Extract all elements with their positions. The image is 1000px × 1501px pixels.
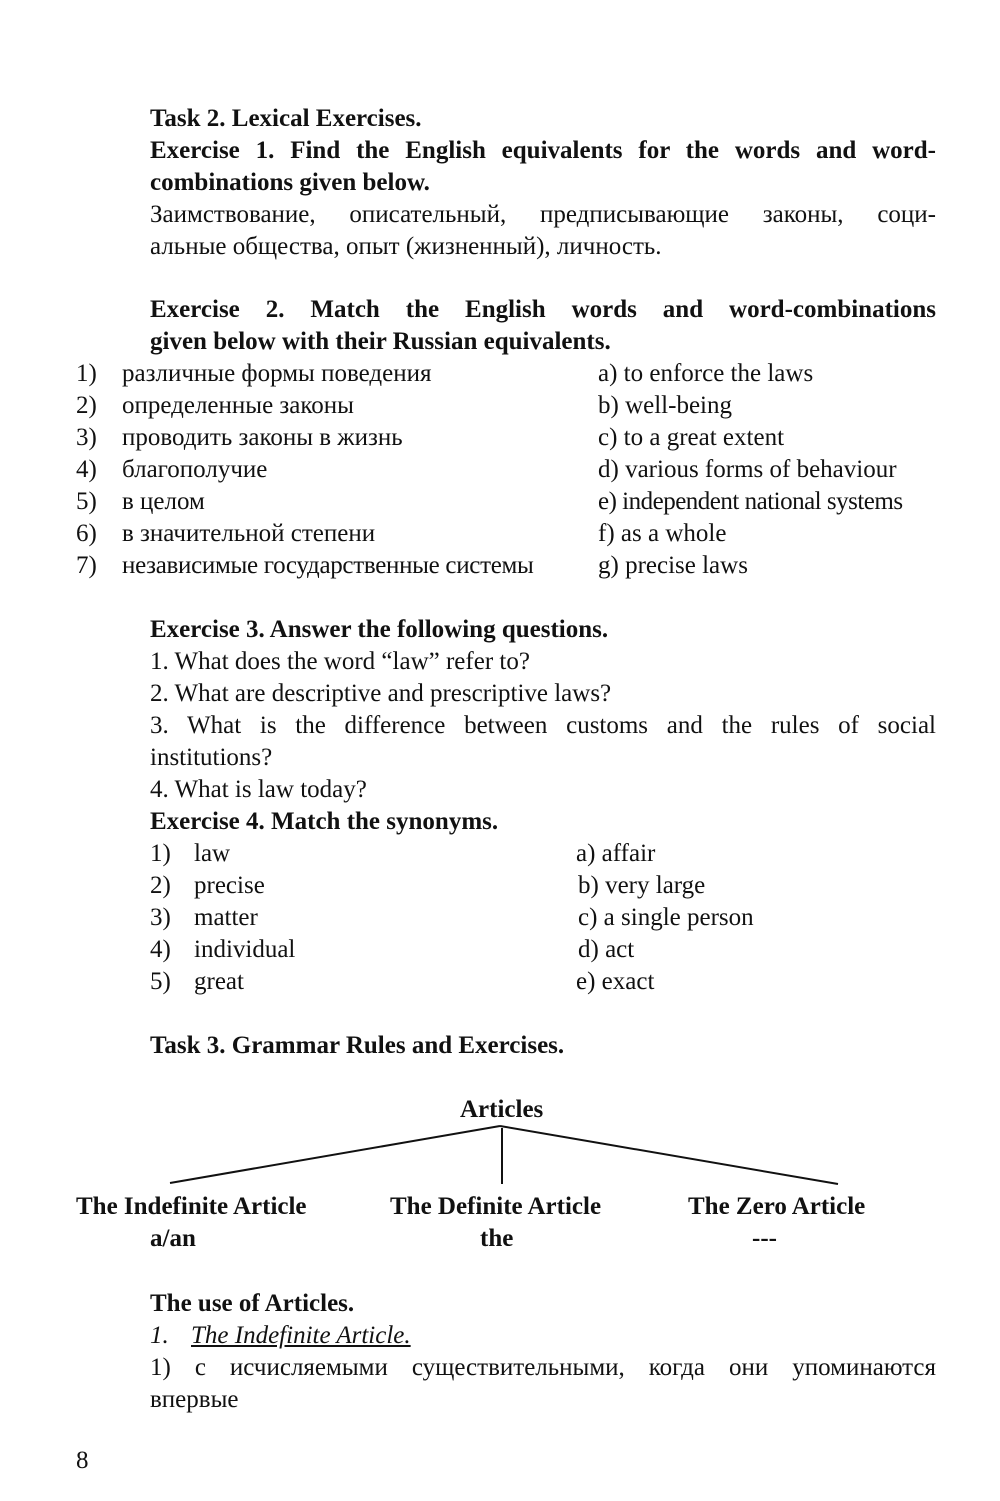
definite-article-label: The Definite Article (390, 1193, 602, 1220)
definite-article-form: the (480, 1225, 514, 1252)
question-4: 4. What is law today? (150, 776, 367, 803)
task2-title: Task 2. Lexical Exercises. (150, 105, 422, 132)
rule-1: 1) с исчисляемыми существительными, когда они упоминаются впервые (150, 1354, 936, 1413)
page-number: 8 (76, 1447, 89, 1474)
indefinite-article-subheading: 1. The Indefinite Article. (150, 1322, 411, 1349)
indefinite-article-form: a/an (150, 1225, 196, 1252)
question-3: 3. What is the difference between customs and the rules of social institutions? (150, 712, 936, 771)
zero-article-form: --- (752, 1225, 777, 1252)
indefinite-article-label: The Indefinite Article (76, 1193, 307, 1220)
articles-use-title: The use of Articles. (150, 1290, 355, 1317)
connector-right (500, 1126, 838, 1184)
exercise1-text: Заимствование, описательный, предписывающие законы, соци- альные общества, опыт (жизненный), личность. (150, 201, 936, 260)
task3-title: Task 3. Grammar Rules and Exercises. (150, 1032, 565, 1059)
zero-article-label: The Zero Article (688, 1193, 866, 1220)
exercise4-title: Exercise 4. Match the synonyms. (150, 808, 499, 835)
diagram-root-label: Articles (460, 1096, 544, 1123)
exercise2-title: Exercise 2. Match the English words and word-combinations given below with their Russian equivalents. (150, 296, 936, 355)
question-1: 1. What does the word “law” refer to? (150, 648, 530, 675)
connector-left (170, 1126, 500, 1183)
question-2: 2. What are descriptive and prescriptive laws? (150, 680, 612, 707)
exercise3-title: Exercise 3. Answer the following questions. (150, 616, 609, 643)
exercise1-title: Exercise 1. Find the English equivalents for the words and word- combinations given below. (150, 137, 936, 196)
